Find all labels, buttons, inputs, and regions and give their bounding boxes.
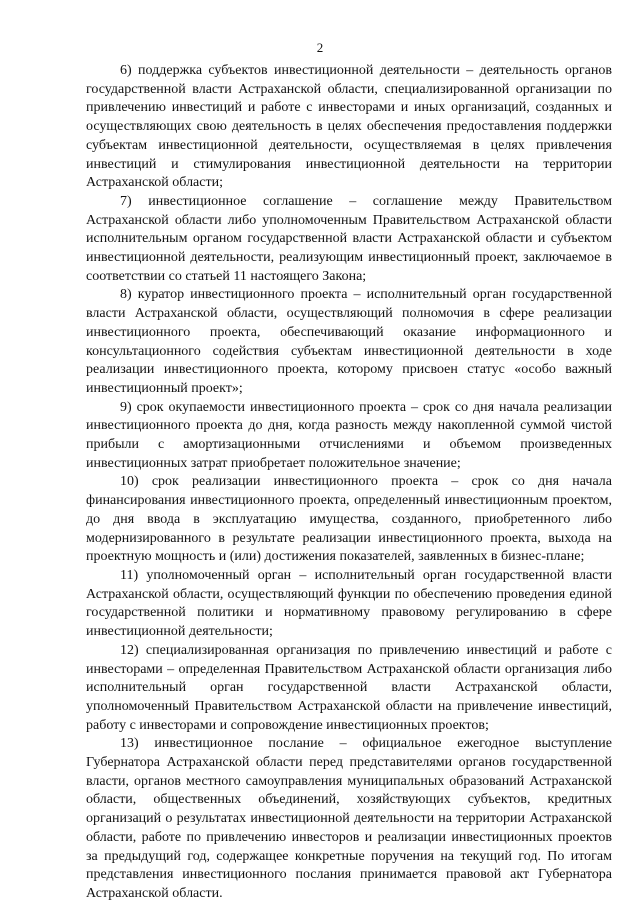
paragraph-item-8: 8) куратор инвестиционного проекта – исполнительный орган государственной власти Астраханской области, осуществляющий полномочия в сфере реализации инвестиционного проекта, обеспечивающий оказание информационного и консультационного содействия субъектам инвестиционной деятельности в ходе реализации инвестиционного проекта, которому присвоен статус «особо важный инвестиционный проект»; [86, 287, 612, 396]
paragraph-item-9: 9) срок окупаемости инвестиционного проекта – срок со дня начала реализации инвестиционного проекта до дня, когда разность между накопленной суммой чистой прибыли с амортизационными отчислениями и объемом произведенных инвестиционных затрат приобретает положительное значение; [86, 399, 612, 471]
paragraph-item-11: 11) уполномоченный орган – исполнительный орган государственной власти Астраханской области, осуществляющий функции по обеспечению проведения единой государственной политики и нормативному правовому регулированию в сфере инвестиционной деятельности; [86, 567, 612, 640]
paragraph-item-10: 10) срок реализации инвестиционного проекта – срок со дня начала финансирования инвестиционного проекта, определенный инвестиционным проектом, до дня ввода в эксплуатацию имущества, созданного, приобретенного либо модернизированного в результате реализации инвестиционного проекта, выхода на проектную мощность и (или) достижения показателей, заявленных в бизнес-плане; [86, 474, 612, 565]
paragraph-item-7: 7) инвестиционное соглашение – соглашение между Правительством Астраханской области либо уполномоченным Правительством Астраханской области исполнительным органом государственной власти Астраханской области и субъектом инвестиционной деятельности, реализующим инвестиционный проект, заключаемое в соответствии со статьей 11 настоящего Закона; [86, 193, 612, 284]
paragraph-item-12: 12) специализированная организация по привлечению инвестиций и работе с инвесторами – определенная Правительством Астраханской области организация либо исполнительный орган государственной власти Астраханской области, уполномоченный Правительством Астраханской области на привлечение инвестиций, работу с инвесторами и сопровождение инвестиционных проектов; [86, 642, 612, 733]
document-body [86, 62, 612, 904]
paragraph-item-13: 13) инвестиционное послание – официальное ежегодное выступление Губернатора Астраханской области перед представителями органов государственной власти, органов местного самоуправления муниципальных образований Астраханской области, общественных объединений, хозяйствующих субъектов, кредитных организаций о результатах инвестиционной деятельности на территории Астраханской области, работе по привлечению инвесторов и реализации инвестиционных проектов за предыдущий год, содержащее конкретные поручения на текущий год. По итогам представления инвестиционного послания принимается правовой акт Губернатора Астраханской области. [86, 736, 612, 901]
paragraph-item-6: 6) поддержка субъектов инвестиционной деятельности – деятельность органов государственной власти Астраханской области, специализированной организации по привлечению инвестиций и работе с инвесторами и иных организаций, созданных и осуществляющих свою деятельность в целях обеспечения предоставления поддержки субъектам инвестиционной деятельности, осуществляемая в целях привлечения инвестиций и стимулирования инвестиционной деятельности на территории Астраханской области; [86, 63, 612, 191]
page-number: 2 [316, 40, 324, 55]
